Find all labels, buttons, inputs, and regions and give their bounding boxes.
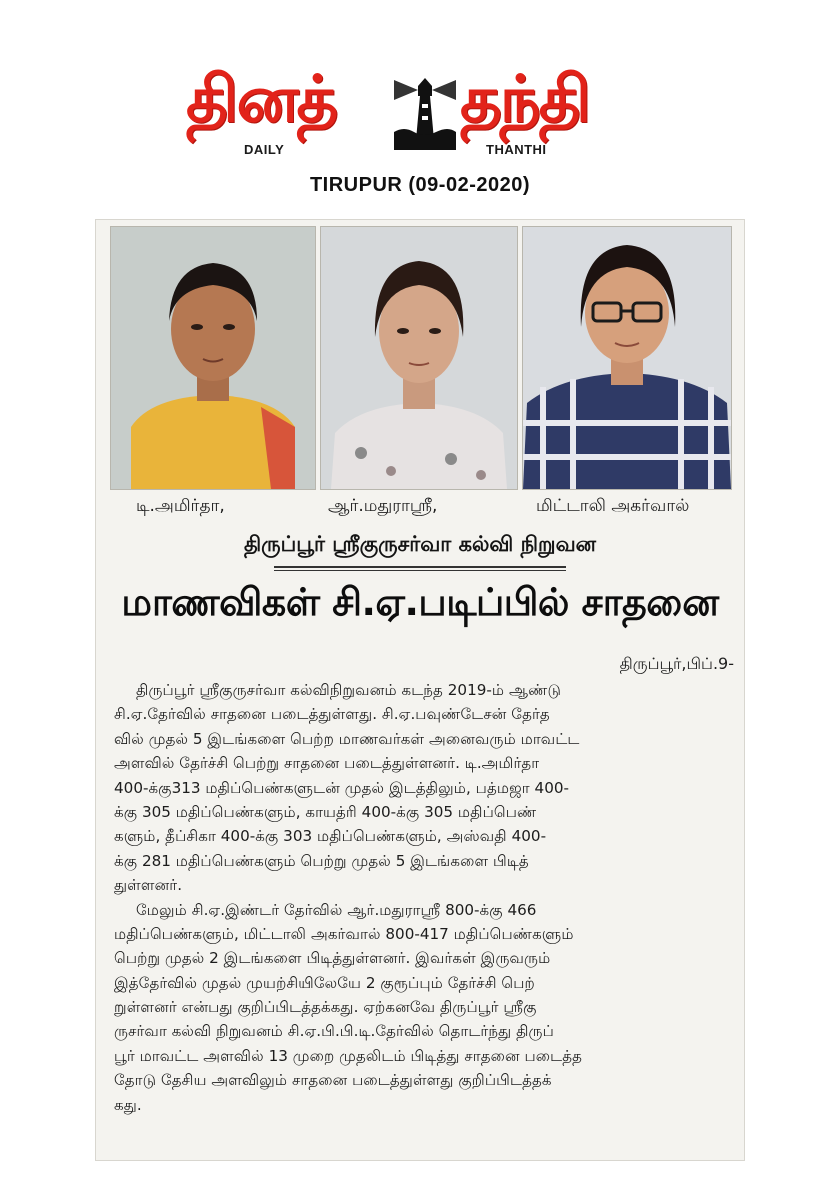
- body-line: அளவில் தேர்ச்சி பெற்று சாதனை படைத்துள்ளனர். டி.அமிர்தா: [114, 754, 540, 773]
- masthead: [0, 63, 840, 168]
- article-body: [114, 678, 734, 1117]
- caption-2: ஆர்.மதுராஸ்ரீ,: [328, 496, 438, 516]
- caption-3: மிட்டாலி அகர்வால்: [536, 496, 690, 516]
- subhead-rule-thin: [274, 570, 566, 571]
- body-line: களும், தீப்சிகா 400-க்கு 303 மதிப்பெண்களும், அஸ்வதி 400-: [114, 827, 547, 846]
- body-line: தோடு தேசிய அளவிலும் சாதனை படைத்துள்ளது குறிப்பிடத்தக்: [114, 1071, 552, 1090]
- lighthouse-emblem-icon: [394, 74, 456, 150]
- body-line: க்கு 305 மதிப்பெண்களும், காயத்ரி 400-க்கு 305 மதிப்பெண்: [114, 802, 537, 821]
- body-line: துள்ளனர்.: [114, 876, 183, 895]
- body-line: வில் முதல் 5 இடங்களை பெற்ற மாணவர்கள் அனைவரும் மாவட்ட: [114, 729, 580, 748]
- news-clipping: [96, 220, 744, 1160]
- edition-line: TIRUPUR (09-02-2020): [309, 174, 531, 196]
- article-headline: மாணவிகள் சி.ஏ.படிப்பில் சாதனை: [121, 580, 719, 624]
- body-line: றுள்ளனர் என்பது குறிப்பிடத்தக்கது. ஏற்கனவே திருப்பூர் ஸ்ரீகு: [114, 998, 537, 1017]
- logo-subtitle-daily: DAILY: [244, 142, 285, 157]
- student-photo-1: [110, 226, 316, 490]
- student-photo-2: [320, 226, 518, 490]
- article-dateline: திருப்பூர்,பிப்.9-: [619, 654, 734, 673]
- body-line: பூர் மாவட்ட அளவில் 13 முறை முதலிடம் பிடித்து சாதனை படைத்த: [114, 1046, 583, 1065]
- logo-subtitle-thanthi: THANTHI: [486, 142, 547, 157]
- logo-title-right: தந்தி: [460, 63, 590, 137]
- body-line: பெற்று முதல் 2 இடங்களை பிடித்துள்ளனர். இவர்கள் இருவரும்: [114, 949, 551, 968]
- body-line: மதிப்பெண்களும், மிட்டாலி அகர்வால் 800-417 மதிப்பெண்களும்: [114, 924, 574, 943]
- body-line: இத்தேர்வில் முதல் முயற்சியிலேயே 2 குரூப்பும் தேர்ச்சி பெற்: [114, 973, 535, 992]
- article-subhead: திருப்பூர் ஸ்ரீகுருசர்வா கல்வி நிறுவன: [243, 532, 597, 556]
- subhead-rule: [274, 566, 566, 568]
- caption-1: டி.அமிர்தா,: [136, 496, 225, 516]
- body-line: ருசர்வா கல்வி நிறுவனம் சி.ஏ.பி.பி.டி.தேர்வில் தொடர்ந்து திருப்: [114, 1022, 554, 1041]
- body-line: திருப்பூர் ஸ்ரீகுருசர்வா கல்விநிறுவனம் கடந்த 2019-ம் ஆண்டு: [136, 681, 562, 699]
- student-photo-3: [522, 226, 732, 490]
- body-line: கது.: [114, 1095, 142, 1114]
- body-line: க்கு 281 மதிப்பெண்களும் பெற்று முதல் 5 இடங்களை பிடித்: [114, 851, 529, 870]
- body-line: மேலும் சி.ஏ.இண்டர் தேர்வில் ஆர்.மதுராஸ்ரீ 800-க்கு 466: [136, 900, 537, 919]
- logo-title-left: தினத்: [186, 63, 337, 137]
- body-line: 400-க்கு313 மதிப்பெண்களுடன் முதல் இடத்திலும், பத்மஜா 400-: [114, 778, 569, 797]
- photo-captions: [96, 496, 744, 526]
- body-line: சி.ஏ.தேர்வில் சாதனை படைத்துள்ளது. சி.ஏ.பவுண்டேசன் தேர்த: [114, 705, 550, 724]
